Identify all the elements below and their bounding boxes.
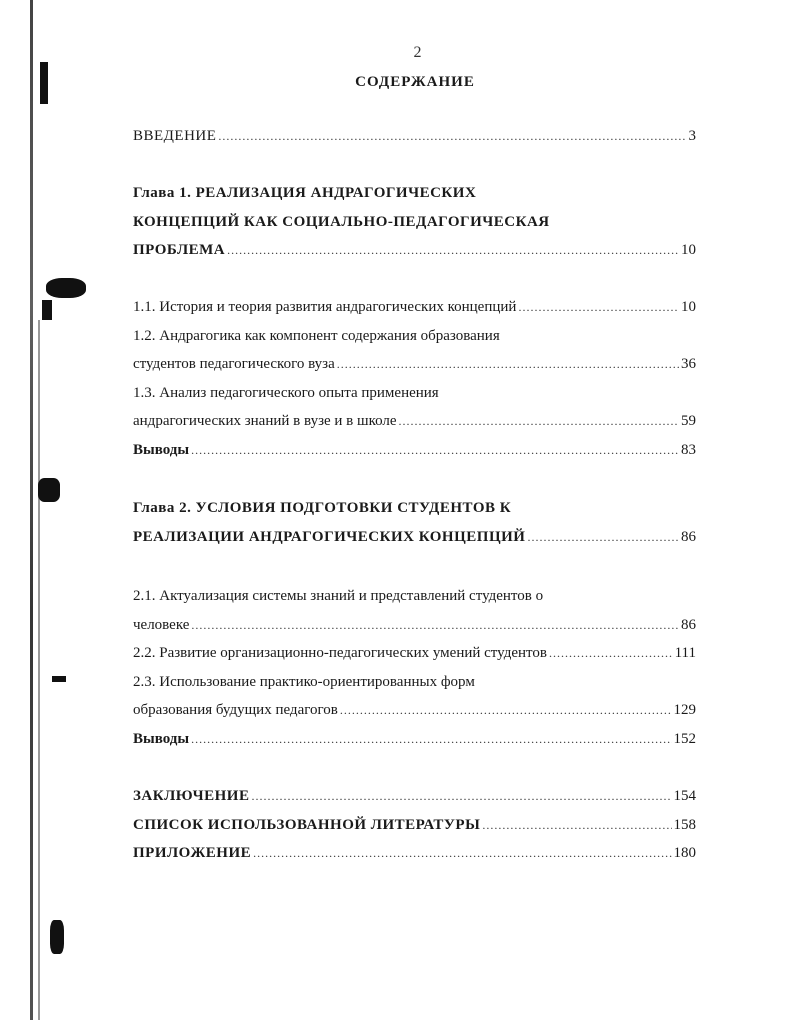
scan-blot xyxy=(42,300,52,320)
toc-page: 36 xyxy=(681,356,696,372)
toc-back-matter xyxy=(133,788,696,874)
toc-page: 86 xyxy=(681,528,696,545)
toc-page: 3 xyxy=(688,128,696,144)
chapter-heading: ПРОБЛЕМА xyxy=(133,242,226,258)
leader-dots xyxy=(549,646,673,661)
toc-page: 180 xyxy=(673,845,696,861)
section-label: 1.2. Андрагогика как компонент содержания образования xyxy=(133,327,500,344)
toc-label: ВВЕДЕНИЕ xyxy=(133,128,217,144)
leader-dots xyxy=(191,443,679,458)
leader-dots xyxy=(482,818,671,833)
section-label: 1.3. Анализ педагогического опыта применения xyxy=(133,384,439,401)
toc-page: 129 xyxy=(673,702,696,718)
page-title: СОДЕРЖАНИЕ xyxy=(355,74,475,90)
leader-dots xyxy=(227,243,679,258)
leader-dots xyxy=(253,846,671,861)
section-label: студентов педагогического вуза xyxy=(133,356,335,372)
section-label: андрагогических знаний в вузе и в школе xyxy=(133,413,397,429)
toc-page: 158 xyxy=(673,816,696,833)
section-label: 2.2. Развитие организационно-педагогических умений студентов xyxy=(133,645,547,661)
leader-dots xyxy=(518,300,679,315)
toc-page: 83 xyxy=(681,441,696,458)
toc-page: 10 xyxy=(681,242,696,258)
section-label: 2.1. Актуализация системы знаний и представлений студентов о xyxy=(133,588,544,604)
toc-page: 154 xyxy=(673,788,696,804)
conclusions-label: Выводы xyxy=(133,730,190,747)
toc-intro xyxy=(133,128,696,157)
scan-blot xyxy=(38,478,60,502)
toc-chapter-1-sections xyxy=(133,299,696,470)
toc-page: 10 xyxy=(681,299,696,315)
leader-dots xyxy=(340,703,672,718)
leader-dots xyxy=(191,618,679,633)
leader-dots xyxy=(191,732,671,747)
section-label: 1.1. История и теория развития андрагогических концепций xyxy=(133,299,517,315)
toc-chapter-2-sections xyxy=(133,588,696,759)
chapter-heading: Глава 1. РЕАЛИЗАЦИЯ АНДРАГОГИЧЕСКИХ xyxy=(133,185,477,201)
chapter-heading: Глава 2. УСЛОВИЯ ПОДГОТОВКИ СТУДЕНТОВ К xyxy=(133,500,512,516)
leader-dots xyxy=(399,414,679,429)
section-label: образования будущих педагогов xyxy=(133,702,338,718)
page-number: 2 xyxy=(413,44,422,61)
section-label: человеке xyxy=(133,616,190,633)
leader-dots xyxy=(251,789,671,804)
toc-page: 152 xyxy=(673,730,696,747)
scan-blot xyxy=(50,920,64,954)
section-label: 2.3. Использование практико-ориентированных форм xyxy=(133,673,475,690)
leader-dots xyxy=(527,530,679,545)
toc-chapter-1 xyxy=(133,185,696,271)
toc-chapter-2 xyxy=(133,500,696,557)
chapter-heading: КОНЦЕПЦИЙ КАК СОЦИАЛЬНО-ПЕДАГОГИЧЕСКАЯ xyxy=(133,213,550,230)
leader-dots xyxy=(218,129,686,144)
toc-page: 59 xyxy=(681,413,696,429)
scan-edge-artifact-2 xyxy=(38,320,40,1020)
toc-page: 111 xyxy=(674,645,696,661)
appendix-label: ПРИЛОЖЕНИЕ xyxy=(133,845,252,861)
conclusions-label: Выводы xyxy=(133,441,190,458)
scan-blot xyxy=(52,676,66,682)
scan-edge-artifact xyxy=(30,0,33,1020)
chapter-heading: РЕАЛИЗАЦИИ АНДРАГОГИЧЕСКИХ КОНЦЕПЦИЙ xyxy=(133,528,526,545)
references-label: СПИСОК ИСПОЛЬЗОВАННОЙ ЛИТЕРАТУРЫ xyxy=(133,816,481,833)
toc-page: 86 xyxy=(681,616,696,633)
scan-blot xyxy=(46,278,86,298)
conclusion-label: ЗАКЛЮЧЕНИЕ xyxy=(133,788,250,804)
leader-dots xyxy=(337,357,679,372)
